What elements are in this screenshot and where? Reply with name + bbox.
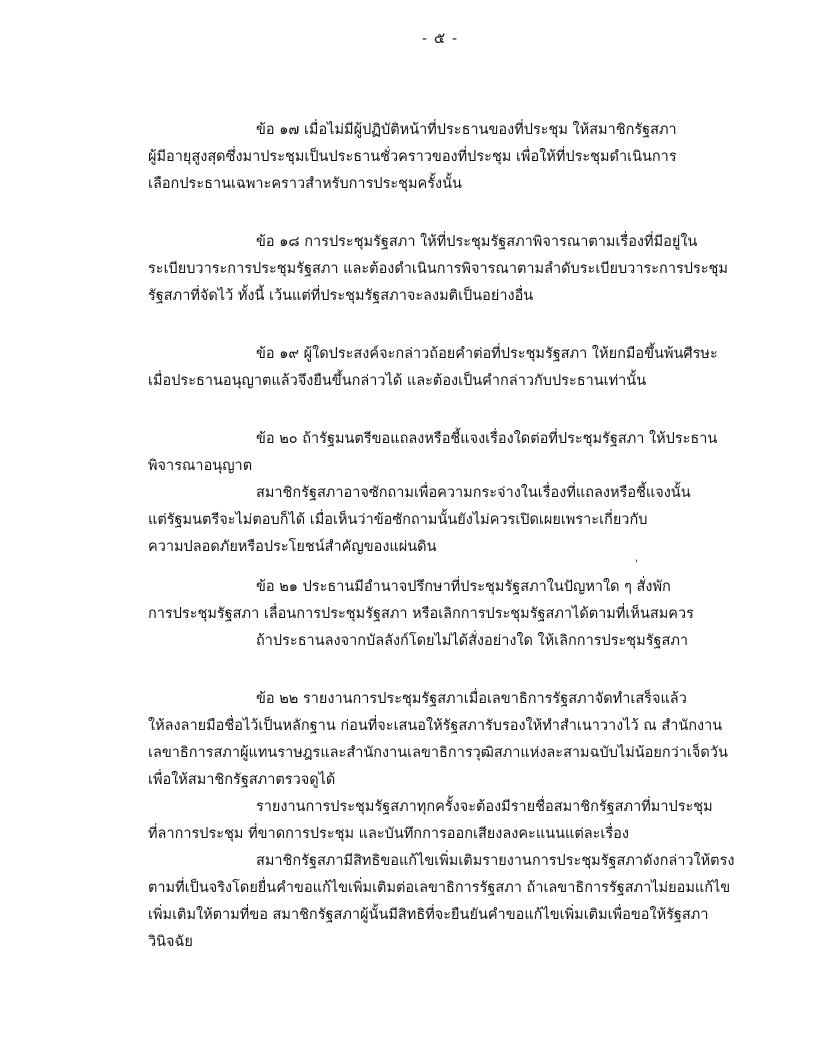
article-21-line-1: ข้อ ๒๑ ประธานมีอำนาจปรึกษาที่ประชุมรัฐสภาในปัญหาใด ๆ สั่งพัก [256, 579, 671, 595]
article-22-line-10: วินิจฉัย [148, 934, 193, 950]
article-18-line-2: ระเบียบวาระการประชุมรัฐสภา และต้องดำเนินการพิจารณาตามลำดับระเบียบวาระการประชุม [148, 261, 728, 277]
article-22-line-1: ข้อ ๒๒ รายงานการประชุมรัฐสภาเมื่อเลขาธิการรัฐสภาจัดทำเสร็จแล้ว [256, 691, 687, 707]
article-17-line-2: ผู้มีอายุสูงสุดซึ่งมาประชุมเป็นประธานชั่วคราวของที่ประชุม เพื่อให้ที่ประชุมดำเนินการ [148, 149, 677, 165]
article-20-line-1: ข้อ ๒๐ ถ้ารัฐมนตรีขอแถลงหรือชี้แจงเรื่องใดต่อที่ประชุมรัฐสภา ให้ประธาน [256, 431, 718, 447]
article-17-line-1: ข้อ ๑๗ เมื่อไม่มีผู้ปฏิบัติหน้าที่ประธานของที่ประชุม ให้สมาชิกรัฐสภา [256, 122, 677, 138]
article-20-line-2: พิจารณาอนุญาต [148, 458, 253, 474]
article-20-line-5: ความปลอดภัยหรือประโยชน์สำคัญของแผ่นดิน [148, 539, 437, 555]
article-18-line-1: ข้อ ๑๘ การประชุมรัฐสภา ให้ที่ประชุมรัฐสภาพิจารณาตามเรื่องที่มีอยู่ใน [256, 234, 698, 250]
article-22-line-2: ให้ลงลายมือชื่อไว้เป็นหลักฐาน ก่อนที่จะเสนอให้รัฐสภารับรองให้ทำสำเนาวางไว้ ณ สำนักงาน [148, 718, 723, 734]
article-22-line-8: ตามที่เป็นจริงโดยยื่นคำขอแก้ไขเพิ่มเติมต่อเลขาธิการรัฐสภา ถ้าเลขาธิการรัฐสภาไม่ยอมแก้ไข [148, 880, 731, 896]
stray-mark: ' [635, 559, 638, 570]
article-22-line-9: เพิ่มเติมให้ตามที่ขอ สมาชิกรัฐสภาผู้นั้นมีสิทธิที่จะยืนยันคำขอแก้ไขเพิ่มเติมเพื่อขอให้รัฐสภา [148, 907, 709, 923]
article-19-line-2: เมื่อประธานอนุญาตแล้วจึงยืนขึ้นกล่าวได้ และต้องเป็นคำกล่าวกับประธานเท่านั้น [148, 373, 647, 389]
article-17-line-3: เลือกประธานเฉพาะคราวสำหรับการประชุมครั้งนั้น [148, 176, 462, 192]
article-22-line-4: เพื่อให้สมาชิกรัฐสภาตรวจดูได้ [148, 772, 336, 788]
article-19-line-1: ข้อ ๑๙ ผู้ใดประสงค์จะกล่าวถ้อยคำต่อที่ประชุมรัฐสภา ให้ยกมือขึ้นพ้นศีรษะ [256, 346, 718, 362]
article-21-line-3: ถ้าประธานลงจากบัลลังก์โดยไม่ได้สั่งอย่างใด ให้เลิกการประชุมรัฐสภา [256, 633, 689, 649]
article-20-line-3: สมาชิกรัฐสภาอาจซักถามเพื่อความกระจ่างในเรื่องที่แถลงหรือชี้แจงนั้น [256, 485, 691, 501]
article-22-line-6: ที่ลาการประชุม ที่ขาดการประชุม และบันทึกการออกเสียงลงคะแนนแต่ละเรื่อง [148, 826, 629, 842]
article-21-line-2: การประชุมรัฐสภา เลื่อนการประชุมรัฐสภา หรือเลิกการประชุมรัฐสภาได้ตามที่เห็นสมควร [148, 606, 694, 622]
article-20-line-4: แต่รัฐมนตรีจะไม่ตอบก็ได้ เมื่อเห็นว่าข้อซักถามนั้นยังไม่ควรเปิดเผยเพราะเกี่ยวกับ [148, 512, 648, 528]
article-22-line-5: รายงานการประชุมรัฐสภาทุกครั้งจะต้องมีรายชื่อสมาชิกรัฐสภาที่มาประชุม [256, 799, 713, 815]
page-number: - ๕ - [421, 29, 459, 47]
article-22-line-7: สมาชิกรัฐสภามีสิทธิขอแก้ไขเพิ่มเติมรายงานการประชุมรัฐสภาดังกล่าวให้ตรง [256, 853, 735, 869]
article-22-line-3: เลขาธิการสภาผู้แทนราษฎรและสำนักงานเลขาธิการวุฒิสภาแห่งละสามฉบับไม่น้อยกว่าเจ็ดวัน [148, 745, 728, 761]
article-18-line-3: รัฐสภาที่จัดไว้ ทั้งนี้ เว้นแต่ที่ประชุมรัฐสภาจะลงมติเป็นอย่างอื่น [148, 288, 534, 304]
